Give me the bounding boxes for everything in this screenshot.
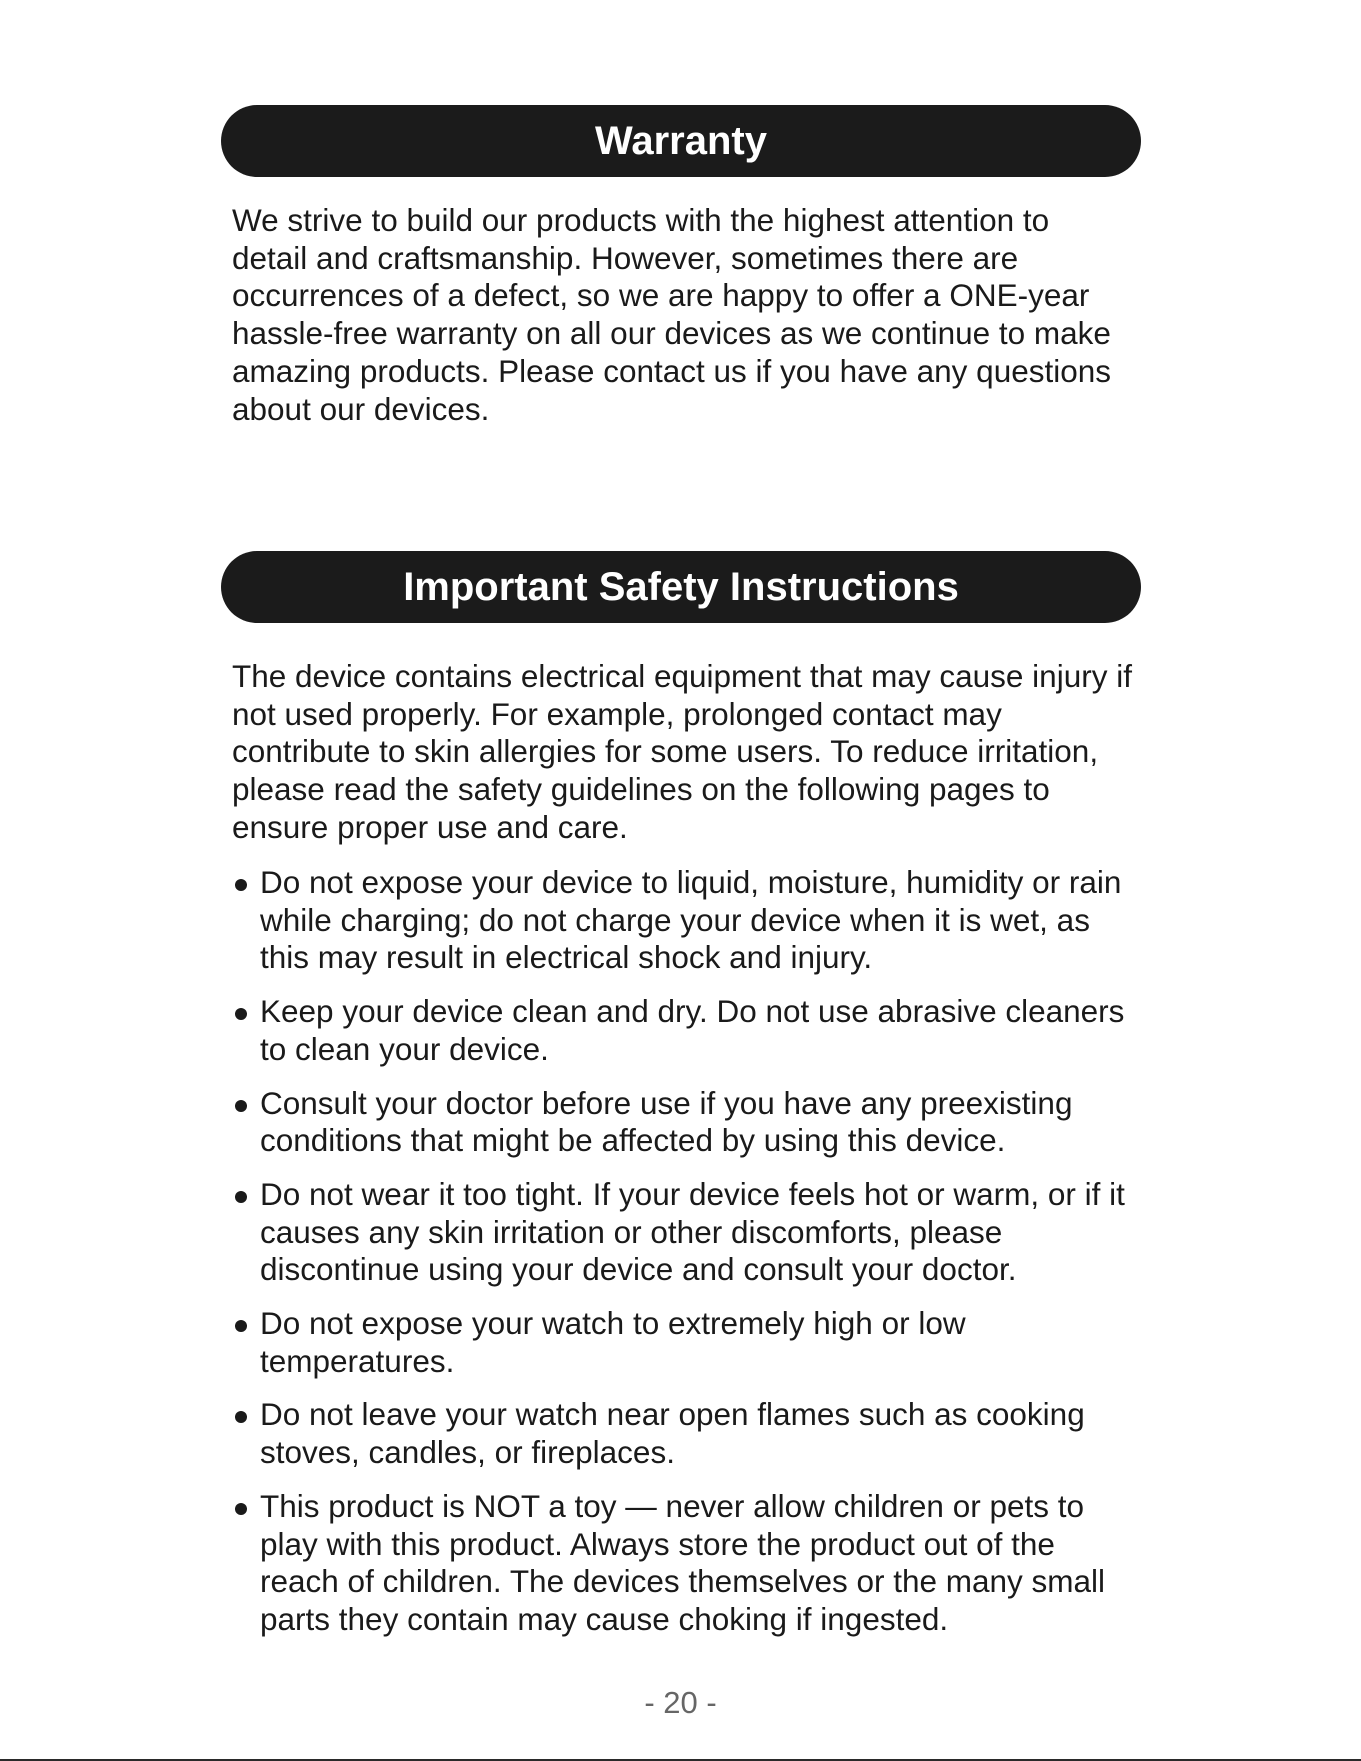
bullet-icon [235,1411,247,1423]
safety-list-item [232,1488,1132,1639]
warranty-paragraph: We strive to build our products with the highest attention to detail and craftsmanship. However, sometimes there are occurrences of a defect, so we are happy to offer a ONE-year hassle-free warranty on all our devices as we continue to make amazing products. Please contact us if you have any questions about our devices. [232,202,1112,427]
safety-intro-paragraph: The device contains electrical equipment that may cause injury if not used properly. For example, prolonged contact may contribute to skin allergies for some users. To reduce irritation, please read the safety guidelines on the following pages to ensure proper use and care. [232,658,1132,845]
safety-item-text: Do not wear it too tight. If your device feels hot or warm, or if it causes any skin irritation or other discomforts, please discontinue using your device and consult your doctor. [260,1175,1125,1288]
warranty-heading: Warranty [221,105,1141,177]
bullet-icon [235,1008,247,1020]
safety-list-item [232,864,1132,977]
page-number: - 20 - [644,1685,717,1720]
safety-item-text: Do not leave your watch near open flames such as cooking stoves, candles, or fireplaces. [260,1396,1085,1471]
safety-guidelines-list [232,864,1132,1655]
safety-item-text: This product is NOT a toy — never allow children or pets to play with this product. Always store the product out of the reach of children. The devices themselves or the many small parts they contain may cause choking if ingested. [260,1487,1106,1637]
safety-item-text: Do not expose your watch to extremely high or low temperatures. [260,1305,966,1379]
safety-item-text: Consult your doctor before use if you have any preexisting conditions that might be affected by using this device. [260,1084,1073,1159]
bullet-icon [235,879,247,891]
safety-list-item [232,1305,1132,1380]
safety-item-text: Do not expose your device to liquid, moisture, humidity or rain while charging; do not charge your device when it is wet, as this may result in electrical shock and injury. [260,864,1122,976]
safety-list-item [232,1176,1132,1289]
safety-item-text: Keep your device clean and dry. Do not use abrasive cleaners to clean your device. [260,993,1125,1067]
safety-list-item [232,993,1132,1068]
bullet-icon [235,1100,247,1112]
bullet-icon [235,1503,247,1515]
bullet-icon [235,1320,247,1332]
safety-list-item [232,1085,1132,1160]
bullet-icon [235,1191,247,1203]
safety-list-item [232,1396,1132,1471]
safety-heading: Important Safety Instructions [221,551,1141,623]
